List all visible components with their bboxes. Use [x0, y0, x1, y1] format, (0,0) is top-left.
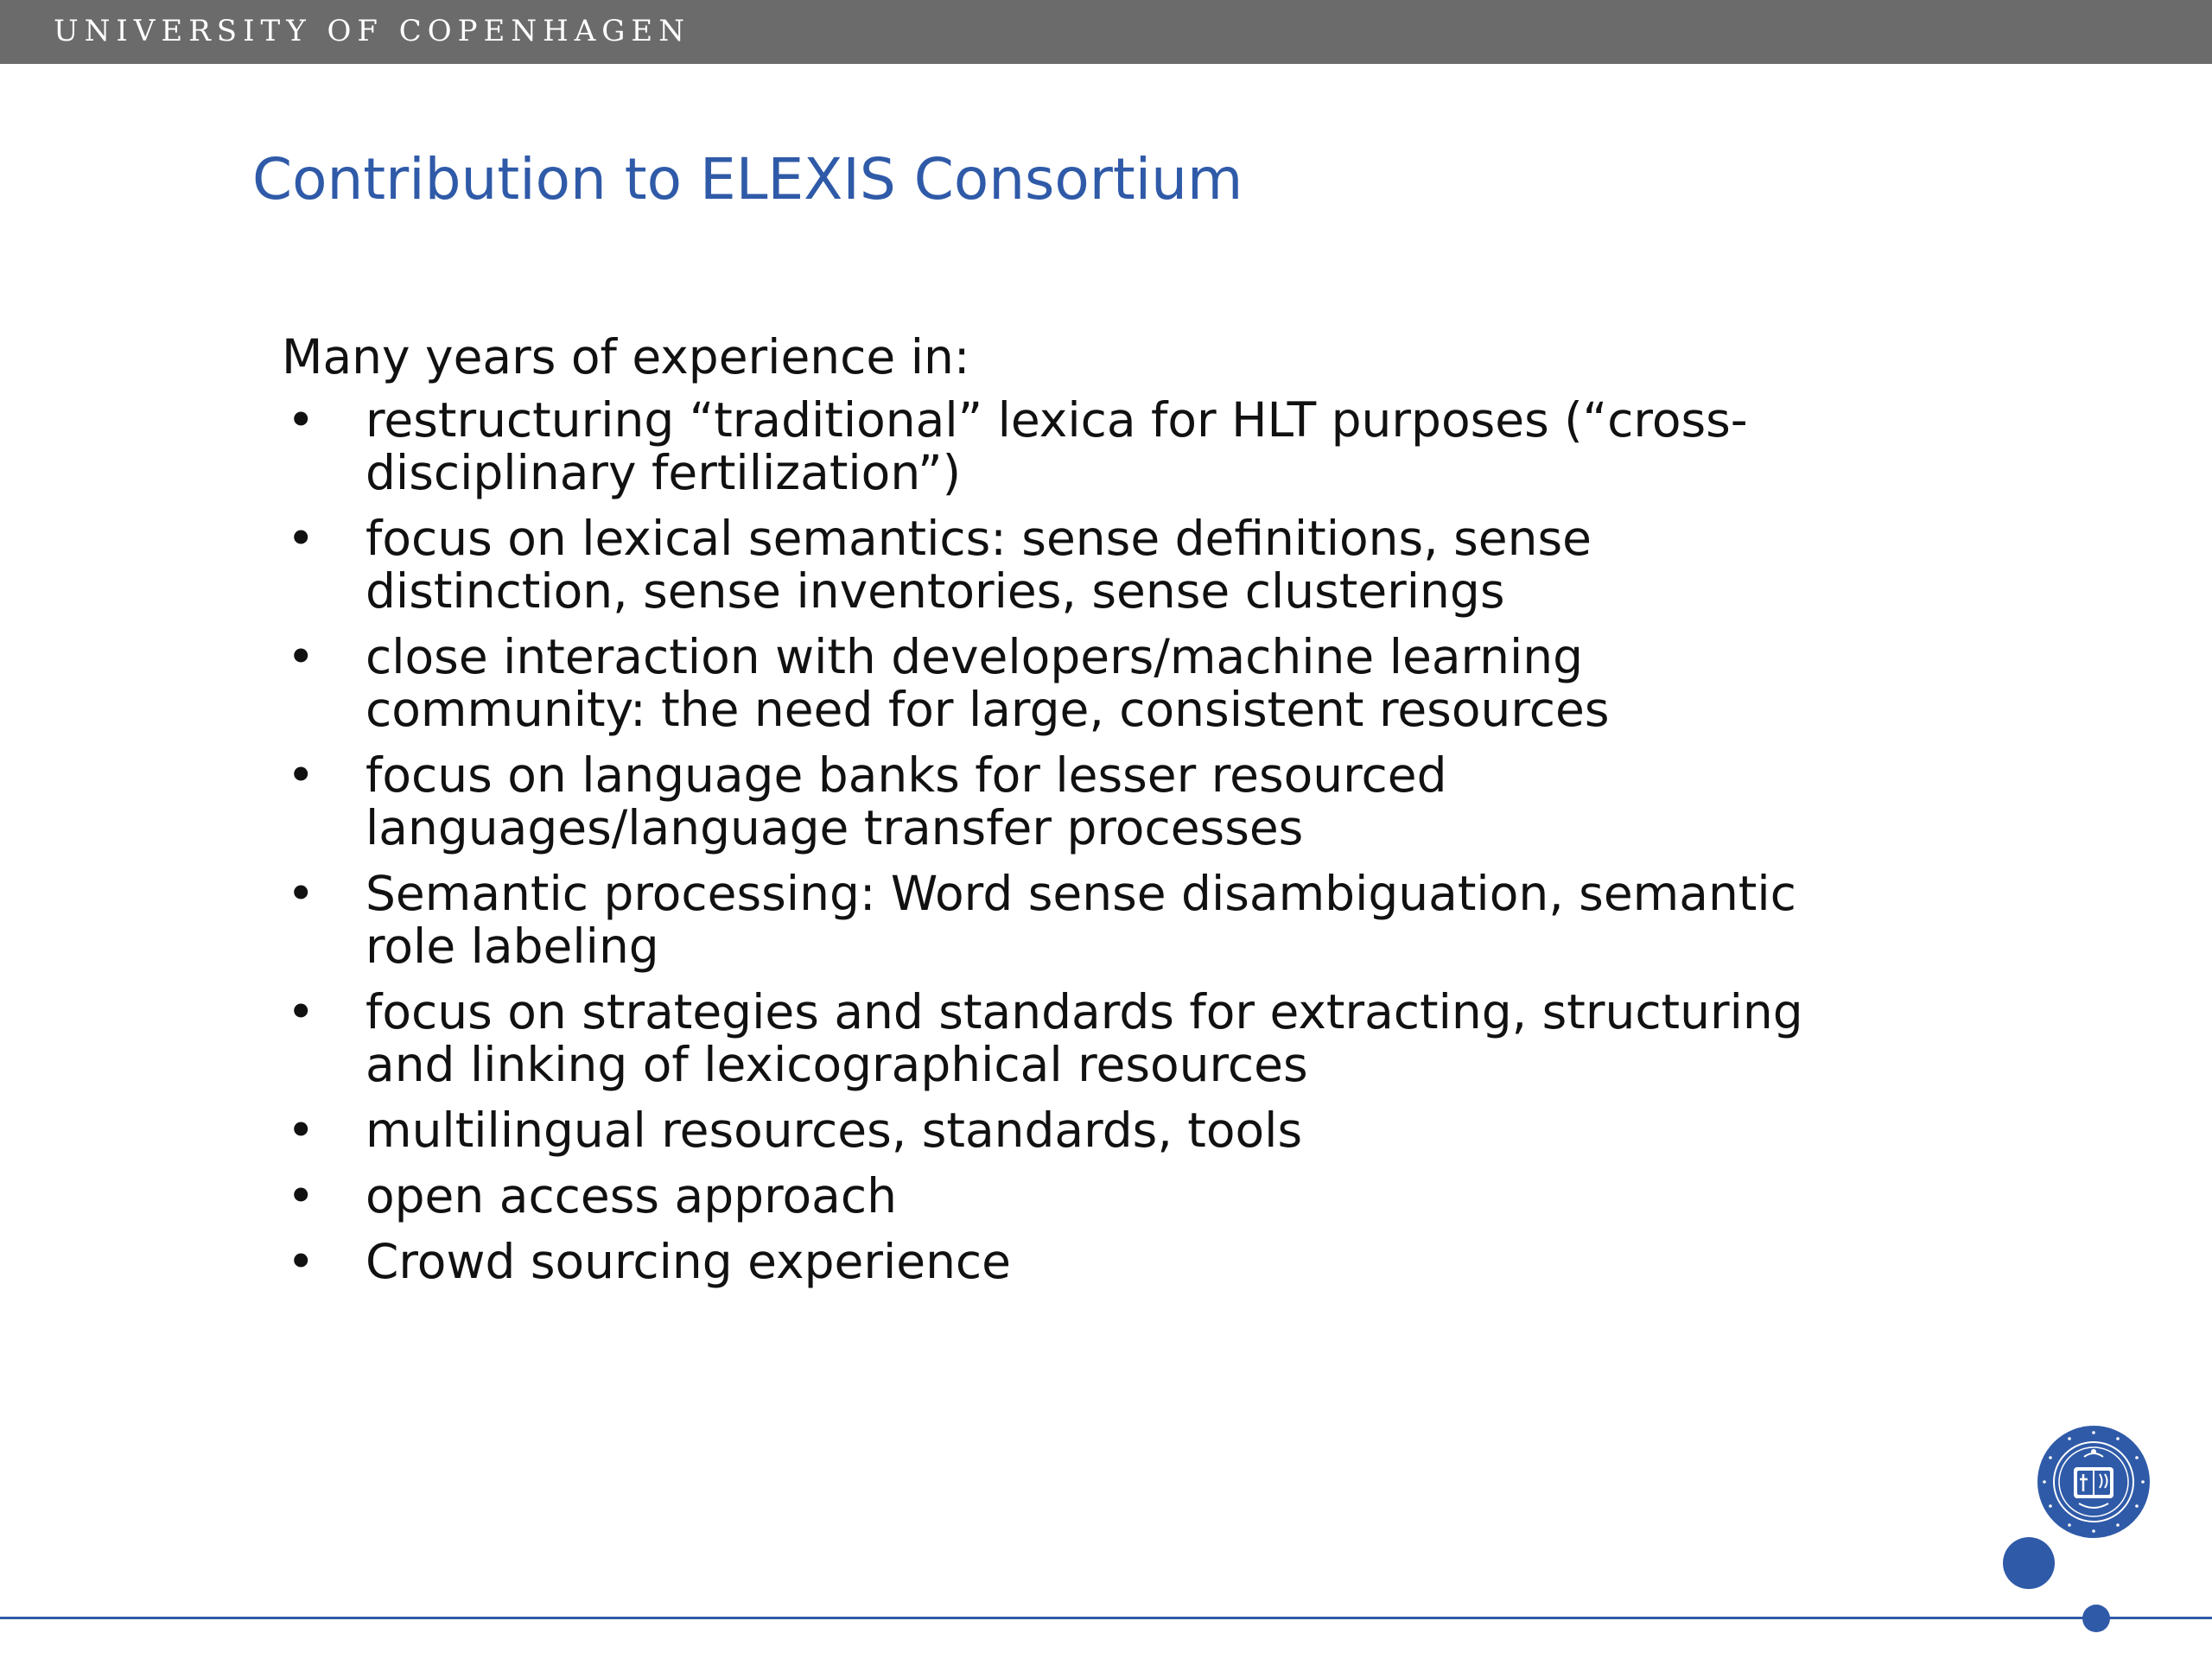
bullet-list	[282, 394, 1923, 1288]
bullet-item	[282, 1236, 1923, 1288]
bullet-line: and linking of lexicographical resources	[365, 1037, 1308, 1092]
bullet-item	[282, 631, 1923, 736]
bullet-line: focus on strategies and standards for extracting, structuring	[365, 984, 1803, 1039]
bullet-icon: •	[287, 1234, 315, 1289]
bullet-line: languages/language transfer processes	[365, 800, 1304, 855]
bullet-line: close interaction with developers/machine learning	[365, 629, 1584, 684]
bullet-icon: •	[287, 1168, 315, 1224]
bullet-item	[282, 512, 1923, 618]
bullet-item	[282, 1104, 1923, 1157]
bullet-item	[282, 986, 1923, 1091]
bullet-line: focus on language banks for lesser resourced	[365, 747, 1447, 803]
bullet-icon: •	[287, 392, 315, 448]
bullet-icon: •	[287, 1103, 315, 1158]
bullet-line: restructuring “traditional” lexica for HLT purposes (“cross-	[365, 392, 1748, 448]
footer-divider	[0, 1617, 2212, 1619]
bullet-line: Crowd sourcing experience	[365, 1234, 1012, 1289]
intro-text: Many years of experience in:	[282, 329, 970, 385]
slide-title: Contribution to ELEXIS Consortium	[252, 146, 1243, 213]
bullet-icon: •	[287, 629, 315, 684]
bullet-line: disciplinary fertilization”)	[365, 445, 962, 500]
bullet-item	[282, 394, 1923, 499]
bullet-icon: •	[287, 747, 315, 803]
bullet-line: Semantic processing: Word sense disambiguation, semantic	[365, 866, 1796, 921]
slide-body	[282, 331, 1923, 1301]
bullet-line: multilingual resources, standards, tools	[365, 1103, 1303, 1158]
bullet-icon: •	[287, 866, 315, 921]
decorative-circle-small	[2082, 1605, 2110, 1632]
bullet-line: focus on lexical semantics: sense definitions, sense	[365, 511, 1592, 566]
institution-name: UNIVERSITY OF COPENHAGEN	[54, 14, 691, 48]
bullet-item	[282, 749, 1923, 855]
bullet-line: distinction, sense inventories, sense clusterings	[365, 563, 1505, 619]
bullet-icon: •	[287, 511, 315, 566]
bullet-item	[282, 1170, 1923, 1223]
header-bar	[0, 0, 2212, 64]
decorative-circle-large	[2003, 1537, 2055, 1589]
bullet-line: community: the need for large, consistent resources	[365, 682, 1610, 737]
bullet-line: open access approach	[365, 1168, 897, 1224]
bullet-icon: •	[287, 984, 315, 1039]
university-seal-icon	[2036, 1424, 2152, 1540]
bullet-line: role labeling	[365, 918, 659, 974]
bullet-item	[282, 868, 1923, 973]
